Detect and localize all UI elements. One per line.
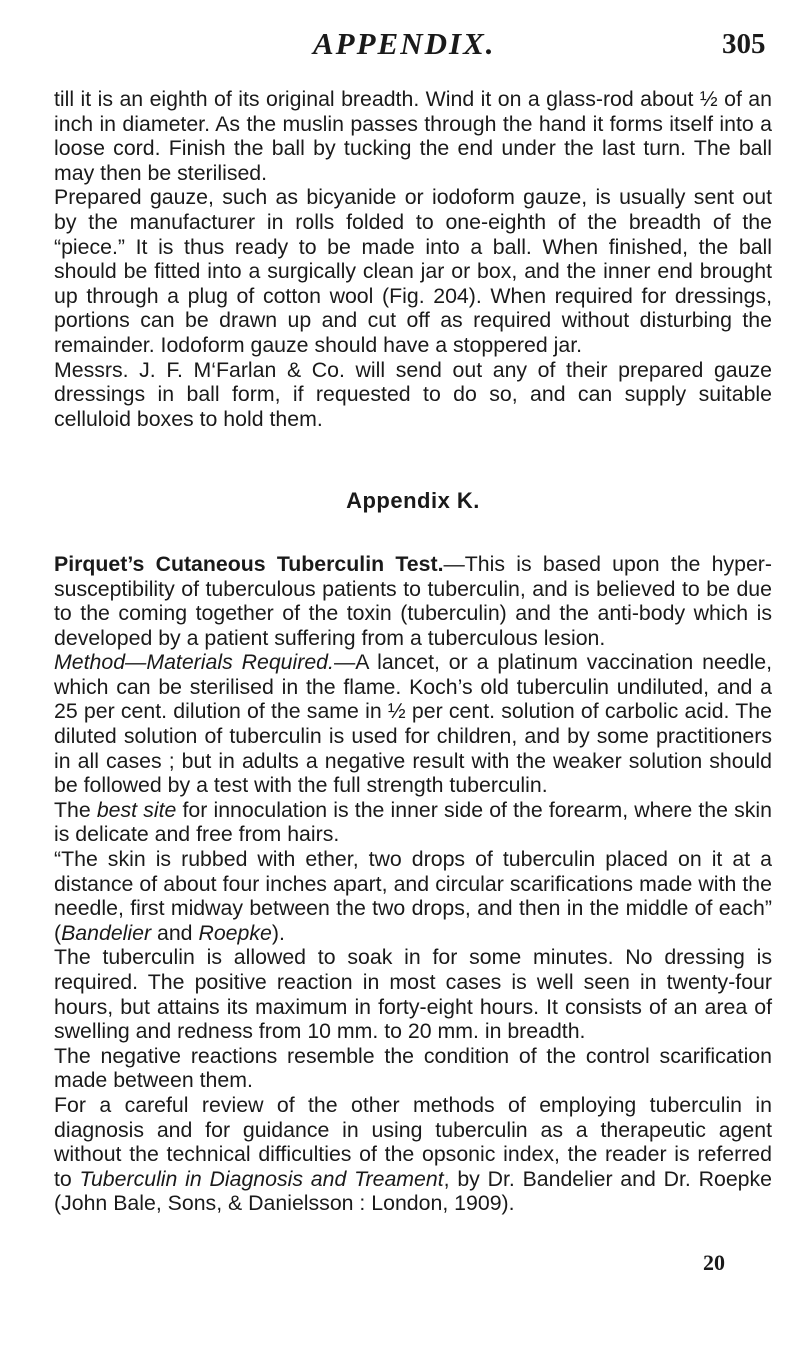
- quote-text: “The skin is rubbed with ether, two drops of tuberculin placed on it at a distance of about four inches apart, and circular scarifications made with the needle, first midway between the two drops, and then in the middle of each” (: [54, 847, 772, 945]
- paragraph-negative: The negative reactions resemble the condition of the control scarification made between them.: [54, 1043, 772, 1093]
- paragraph-quote: [54, 847, 772, 945]
- appendix-heading: Appendix K.: [346, 488, 480, 514]
- paragraph-prepared-gauze: Prepared gauze, such as bicyanide or iodoform gauze, is usually sent out by the manufacturer in rolls folded to one-eighth of the breadth of the “piece.” It is thus ready to be made into a ball. When finished, the ball should be fitted into a surgically clean jar or box, and the inner end brought up through a plug of cotton wool (Fig. 204). When required for dressings, portions can be drawn up and cut off as required without disturbing the remainder. Iodoform gauze should have a stoppered jar.: [54, 185, 772, 357]
- running-head: [0, 18, 800, 68]
- paragraph-review: [54, 1093, 772, 1216]
- body-text: [54, 87, 772, 1216]
- method-run-in-heading: Method—Materials Required.: [54, 650, 334, 675]
- method-text: —A lancet, or a platinum vaccination needle, which can be sterilised in the flame. Koch’s old tuberculin undiluted, and a 25 per cent. dilution of the same in ½ per cent. solution of carbolic acid. The diluted solution of tuberculin is used for children, and by some practitioners in all cases ; but in adults a negative result with the weaker solution should be followed by a test with the full strength tuberculin.: [54, 650, 772, 798]
- pirquet-text: —This is based upon the hyper-susceptibility of tuberculous patients to tuberculin, and is believed to be due to the coming together of the toxin (tuberculin) and the anti-body which is developed by a patient suffering from a tuberculous lesion.: [54, 551, 772, 650]
- page-number: 305: [722, 28, 766, 60]
- paragraph-pirquet-test: [54, 552, 772, 650]
- running-title: APPENDIX.: [313, 26, 496, 61]
- paragraph-soak: The tuberculin is allowed to soak in for some minutes. No dressing is required. The positive reaction in most cases is well seen in twenty-four hours, but attains its maximum in forty-eight hours. It consists of an area of swelling and redness from 10 mm. to 20 mm. in breadth.: [54, 945, 772, 1044]
- paragraph-ball-winding: till it is an eighth of its original breadth. Wind it on a glass-rod about ½ of an inch in diameter. As the muslin passes through the hand it forms itself into a loose cord. Finish the ball by tucking the end under the last turn. The ball may then be sterilised.: [54, 87, 772, 185]
- book-title: Tuberculin in Diagnosis and Treament: [79, 1166, 444, 1191]
- author-bandelier: Bandelier: [61, 920, 152, 945]
- best-site-italic: best site: [96, 797, 177, 822]
- pirquet-run-in-heading: Pirquet’s Cutaneous Tuberculin Test.: [54, 551, 444, 576]
- section-gap: [54, 431, 772, 489]
- quote-and: and: [151, 920, 199, 945]
- best-site-text-a: The: [54, 797, 97, 822]
- review-text-b: , by Dr. Bandelier and Dr. Roepke (John Bale, Sons, & Danielsson : London, 1909).: [54, 1166, 772, 1216]
- author-roepke: Roepke: [198, 920, 272, 945]
- paragraph-mfarlan: Messrs. J. F. M‘Farlan & Co. will send out any of their prepared gauze dressings in ball form, if requested to do so, and can supply suitable celluloid boxes to hold them.: [54, 357, 772, 431]
- quote-end: ).: [271, 920, 285, 945]
- signature-mark: 20: [703, 1250, 725, 1275]
- paragraph-method: [54, 650, 772, 798]
- paragraph-best-site: [54, 798, 772, 847]
- review-text-a: For a careful review of the other methods of employing tuberculin in diagnosis and for guidance in using tuberculin as a therapeutic agent without the technical difficulties of the opsonic index, the reader is referred to: [54, 1092, 772, 1191]
- best-site-text-b: for innoculation is the inner side of the forearm, where the skin is delicate and free from hairs.: [54, 797, 772, 847]
